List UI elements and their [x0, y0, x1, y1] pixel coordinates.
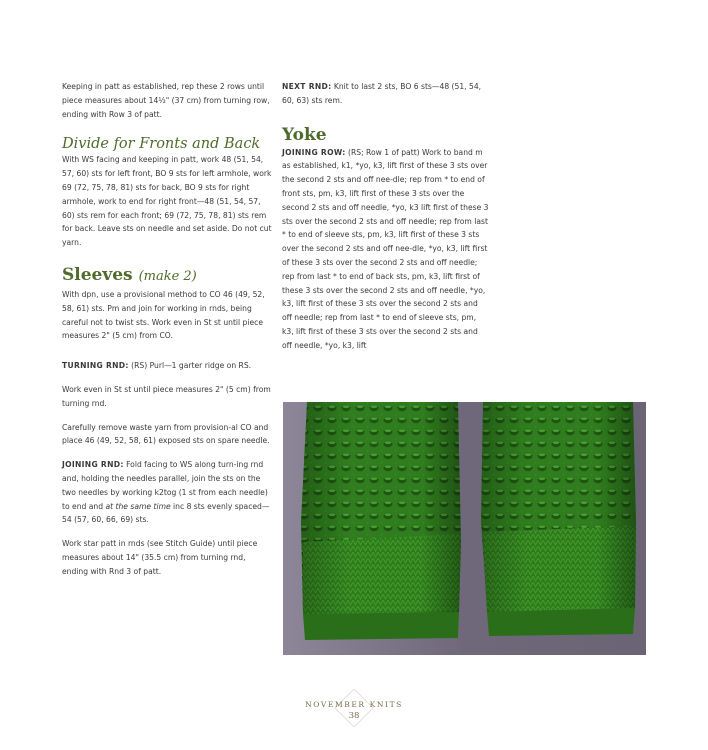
joining-text-a: Fold facing to WS along turn-ing rnd and, holding the needles parallel, join the sts on the two needles by working k2tog (1 st from each needle) to end and [62, 460, 268, 511]
work-even-paragraph: Work even in St st until piece measures 2" (5 cm) from turning rnd. [62, 384, 271, 408]
joining-paragraph [62, 458, 272, 527]
next-rnd-paragraph [282, 80, 490, 108]
right-column [282, 80, 490, 353]
joining-row-text: (RS; Row 1 of patt) Work to band m as established, k1, *yo, k3, lift first of these 3 sts over the second 2 sts and off nee-dle; rep from * to end of front sts, pm, k3, lift first of these 3 sts over the second 2 sts and off needle, *yo, k3 lift first of these 3 sts over the second 2 sts and off needle; rep from last * to end of sleeve sts, pm, k3, lift first of these 3 sts over the second 2 sts and off nee-dle, *yo, k3, lift first of these 3 sts over the second 2 sts and off needle; rep from last * to end of back sts, pm, k3, lift first of these 3 sts over the second 2 sts and off needle, *yo, k3, lift first of these 3 sts over the second 2 sts and off needle; rep from last * to end of sleeve sts, pm, k3, lift first of these 3 sts over the second 2 sts and off needle, *yo, k3, lift [282, 147, 489, 350]
turning-label: TURNING RND: [62, 361, 129, 371]
divide-paragraph: With WS facing and keeping in patt, work 48 (51, 54, 57, 60) sts for left front, BO 9 sts for left armhole, work 69 (72, 75, 78, 81) sts for back, BO 9 sts for right armhole, work to end for right front—48 (51, 54, 57, 60) sts rem for each front; 69 (72, 75, 78, 81) sts rem for back. Leave sts on needle and set aside. Do not cut yarn. [62, 155, 272, 248]
joining-label: JOINING RND: [62, 460, 124, 470]
joining-italic: at the same time [105, 501, 171, 511]
joining-row-paragraph [282, 146, 490, 353]
next-rnd-text: Knit to last 2 sts, BO 6 sts—48 (51, 54, 60, 63) sts rem. [282, 82, 482, 105]
knit-sleeves-illustration [283, 402, 646, 655]
left-column [62, 80, 272, 579]
page-number: 38 [348, 711, 360, 721]
intro-paragraph: Keeping in patt as established, rep these 2 rows until piece measures about 14½" (37 cm) from turning row, ending with Row 3 of patt. [62, 82, 270, 119]
remove-waste-paragraph: Carefully remove waste yarn from provision-al CO and place 46 (49, 52, 58, 61) exposed sts on spare needle. [62, 422, 270, 446]
sleeves-paragraph: With dpn, use a provisional method to CO 46 (49, 52, 58, 61) sts. Pm and join for working in rnds, being careful not to twist sts. Work even in St st until piece measures 2" (5 cm) from CO. [62, 289, 265, 341]
yoke-heading: Yoke [282, 124, 327, 145]
sleeves-subheading: (make 2) [138, 268, 197, 284]
turning-text: (RS) Purl—1 garter ridge on RS. [128, 361, 252, 371]
divide-heading: Divide for Fronts and Back [62, 136, 261, 153]
joining-row-label: JOINING ROW: [282, 147, 346, 157]
page-footer [254, 690, 454, 721]
sweater-sleeves-photo [283, 402, 646, 655]
star-patt-paragraph: Work star patt in rnds (see Stitch Guide) until piece measures about 14" (35.5 cm) from turning rnd, ending with Rnd 3 of patt. [62, 539, 258, 576]
sleeves-heading-text: Sleeves [62, 264, 133, 285]
book-title: NOVEMBER KNITS [305, 700, 403, 709]
sleeves-heading [62, 264, 272, 288]
turning-paragraph [62, 359, 272, 373]
joining-text-b: inc 8 sts evenly spaced—54 (57, 60, 66, 69) sts. [62, 501, 270, 525]
next-rnd-label: NEXT RND: [282, 82, 332, 91]
